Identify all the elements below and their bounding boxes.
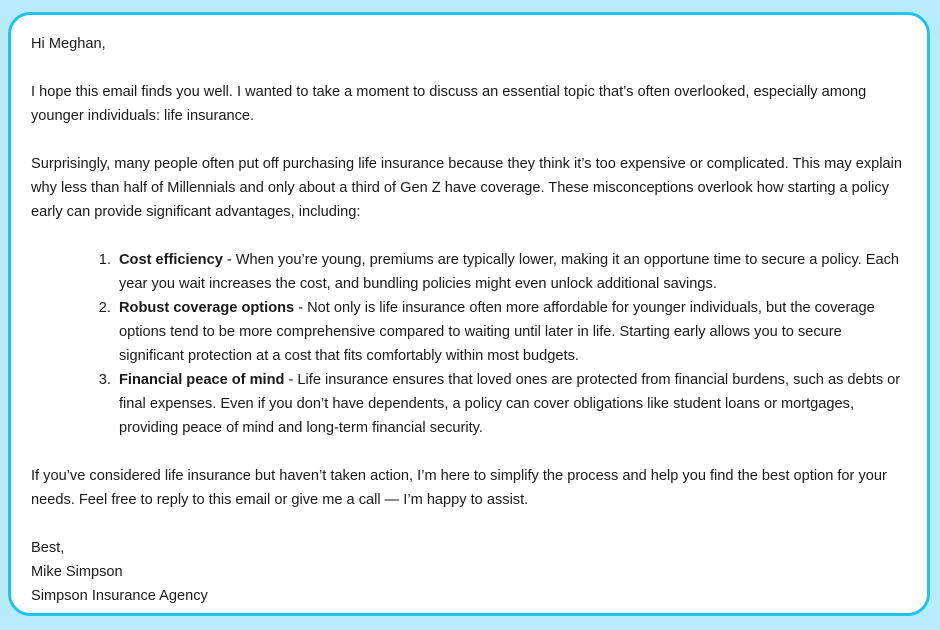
benefit-item bbox=[115, 248, 907, 296]
closing-paragraph: If you’ve considered life insurance but haven’t taken action, I’m here to simplify the process and help you find the best option for your needs. Feel free to reply to this email or give me a call — I’m happy to assist. bbox=[31, 468, 887, 508]
greeting: Hi Meghan, bbox=[31, 36, 106, 52]
benefits-list bbox=[31, 248, 907, 440]
benefit-item bbox=[115, 368, 907, 440]
benefit-text: - Life insurance ensures that loved ones are protected from financial burdens, such as debts or final expenses. Even if you don’t have dependents, a policy can cover obligations like student loans or mortgages, providing peace of mind and long-term financial security. bbox=[119, 372, 901, 436]
benefit-text: - Not only is life insurance often more affordable for younger individuals, but the coverage options tend to be more comprehensive compared to waiting until later in life. Starting early allows you to secure significant protection at a cost that fits comfortably within most budgets. bbox=[119, 300, 875, 364]
context-paragraph: Surprisingly, many people often put off purchasing life insurance because they think it’s too expensive or complicated. This may explain why less than half of Millennials and only about a third of Gen Z have coverage. These misconceptions overlook how starting a policy early can provide significant advantages, including: bbox=[31, 156, 902, 220]
signature bbox=[31, 536, 907, 608]
benefit-title: Cost efficiency bbox=[119, 252, 223, 268]
intro-paragraph: I hope this email finds you well. I wanted to take a moment to discuss an essential topic that’s often overlooked, especially among younger individuals: life insurance. bbox=[31, 84, 867, 124]
benefit-title: Robust coverage options bbox=[119, 300, 295, 316]
signoff: Best, bbox=[31, 540, 65, 556]
email-body bbox=[8, 12, 930, 616]
benefit-text: - When you’re young, premiums are typically lower, making it an opportune time to secure a policy. Each year you wait increases the cost, and bundling policies might even unlock additional savings. bbox=[119, 252, 900, 292]
sender-company: Simpson Insurance Agency bbox=[31, 588, 208, 604]
sender-name: Mike Simpson bbox=[31, 564, 123, 580]
benefit-item bbox=[115, 296, 907, 368]
benefit-title: Financial peace of mind bbox=[119, 372, 285, 388]
